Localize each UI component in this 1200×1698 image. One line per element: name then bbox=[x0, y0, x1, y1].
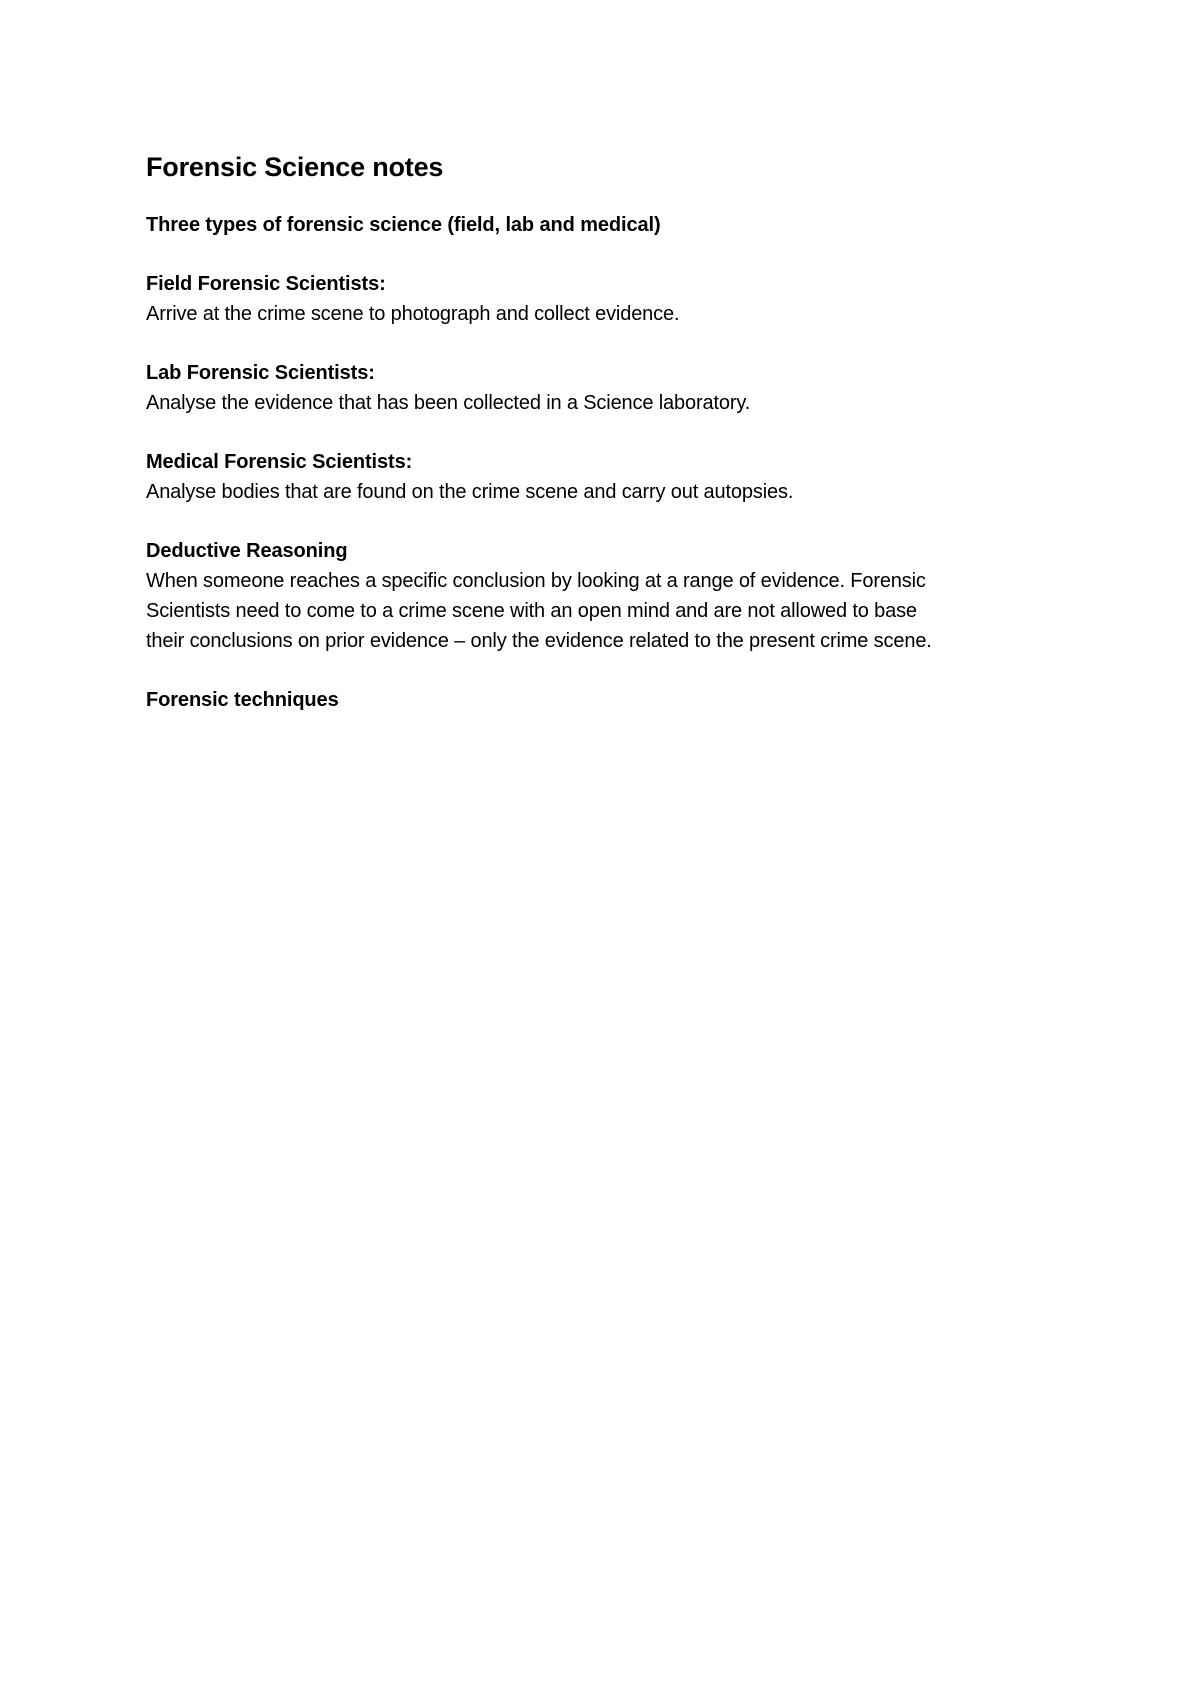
medical-text: Analyse bodies that are found on the crime scene and carry out autopsies. bbox=[146, 481, 794, 503]
lab-heading: Lab Forensic Scientists: bbox=[146, 362, 375, 384]
forensic-techniques-section bbox=[146, 685, 1106, 715]
deductive-reasoning-section bbox=[146, 536, 1106, 656]
intro-section bbox=[146, 210, 1106, 240]
medical-heading: Medical Forensic Scientists: bbox=[146, 451, 413, 473]
lab-section bbox=[146, 358, 1106, 418]
field-text: Arrive at the crime scene to photograph and collect evidence. bbox=[146, 303, 680, 325]
forensic-techniques-heading: Forensic techniques bbox=[146, 689, 339, 711]
document-title: Forensic Science notes bbox=[146, 152, 444, 182]
deductive-reasoning-heading: Deductive Reasoning bbox=[146, 540, 348, 562]
deductive-reasoning-line-2: Scientists need to come to a crime scene with an open mind and are not allowed to base bbox=[146, 600, 917, 622]
document-content bbox=[146, 150, 1106, 744]
deductive-reasoning-line-1: When someone reaches a specific conclusion by looking at a range of evidence. Forensic bbox=[146, 570, 926, 592]
lab-text: Analyse the evidence that has been collected in a Science laboratory. bbox=[146, 392, 751, 414]
medical-section bbox=[146, 447, 1106, 507]
field-heading: Field Forensic Scientists: bbox=[146, 273, 386, 295]
deductive-reasoning-line-3: their conclusions on prior evidence – only the evidence related to the present crime scene. bbox=[146, 630, 932, 652]
deductive-reasoning-text bbox=[146, 566, 1106, 656]
intro-heading: Three types of forensic science (field, lab and medical) bbox=[146, 214, 661, 236]
field-section bbox=[146, 269, 1106, 329]
